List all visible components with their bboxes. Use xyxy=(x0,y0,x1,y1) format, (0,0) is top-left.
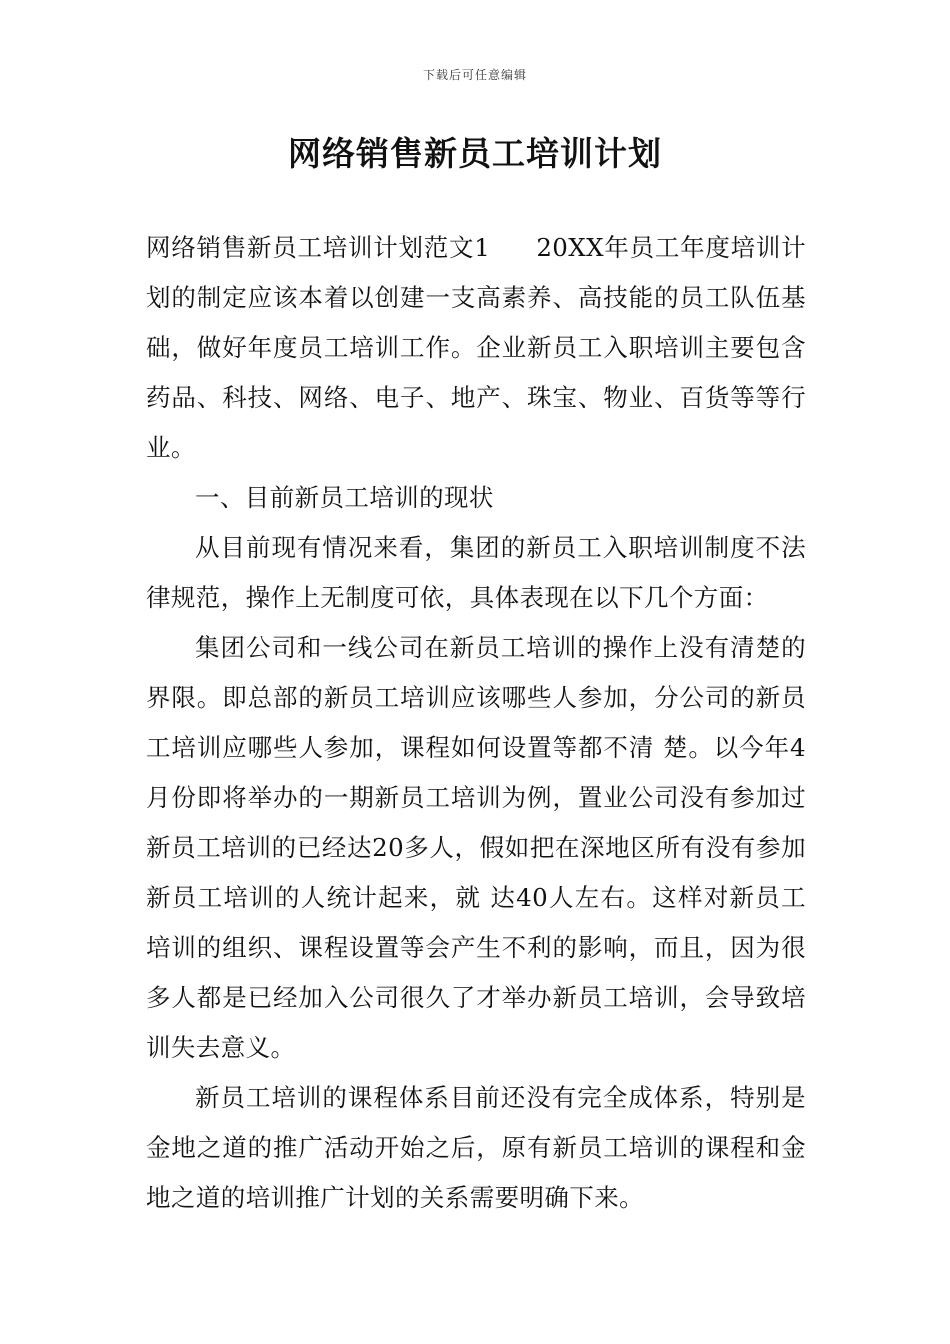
paragraph-1: 从目前现有情况来看，集团的新员工入职培训制度不法律规范，操作上无制度可依，具体表现在以下几个方面： xyxy=(146,533,806,612)
document-title: 网络销售新员工培训计划 xyxy=(288,134,662,173)
paragraph-2: 集团公司和一线公司在新员工培训的操作上没有清楚的界限。即总部的新员工培训应该哪些人参加，分公司的新员工培训应哪些人参加，课程如何设置等都不清 楚。以今年4月份即将举办的一期新员工培训为例，置业公司没有参加过新员工培训的已经达20多人，假如把在深地区所有没有参加新员工培训的人统计起来，就 达40人左右。这样对新员工培训的组织、课程设置等会产生不利的影响，而且，因为很多人都是已经加入公司很久了才举办新员工培训，会导致培训失去意义。 xyxy=(146,633,806,1062)
paragraph-3: 新员工培训的课程体系目前还没有完全成体系，特别是金地之道的推广活动开始之后，原有新员工培训的课程和金地之道的培训推广计划的关系需要明确下来。 xyxy=(146,1083,806,1212)
intro-paragraph xyxy=(146,223,806,473)
intro-text: 20XX年员工年度培训计划的制定应该本着以创建一支高素养、高技能的员工队伍基础，做好年度员工培训工作。企业新员工入职培训主要包含药品、科技、网络、电子、地产、珠宝、物业、百货等等行业。 xyxy=(146,233,807,462)
header-note: 下载后可任意编辑 xyxy=(422,68,527,82)
section-heading: 一、目前新员工培训的现状 xyxy=(195,483,494,512)
intro-label: 网络销售新员工培训计划范文1 xyxy=(146,233,491,262)
document-body xyxy=(146,223,806,1223)
